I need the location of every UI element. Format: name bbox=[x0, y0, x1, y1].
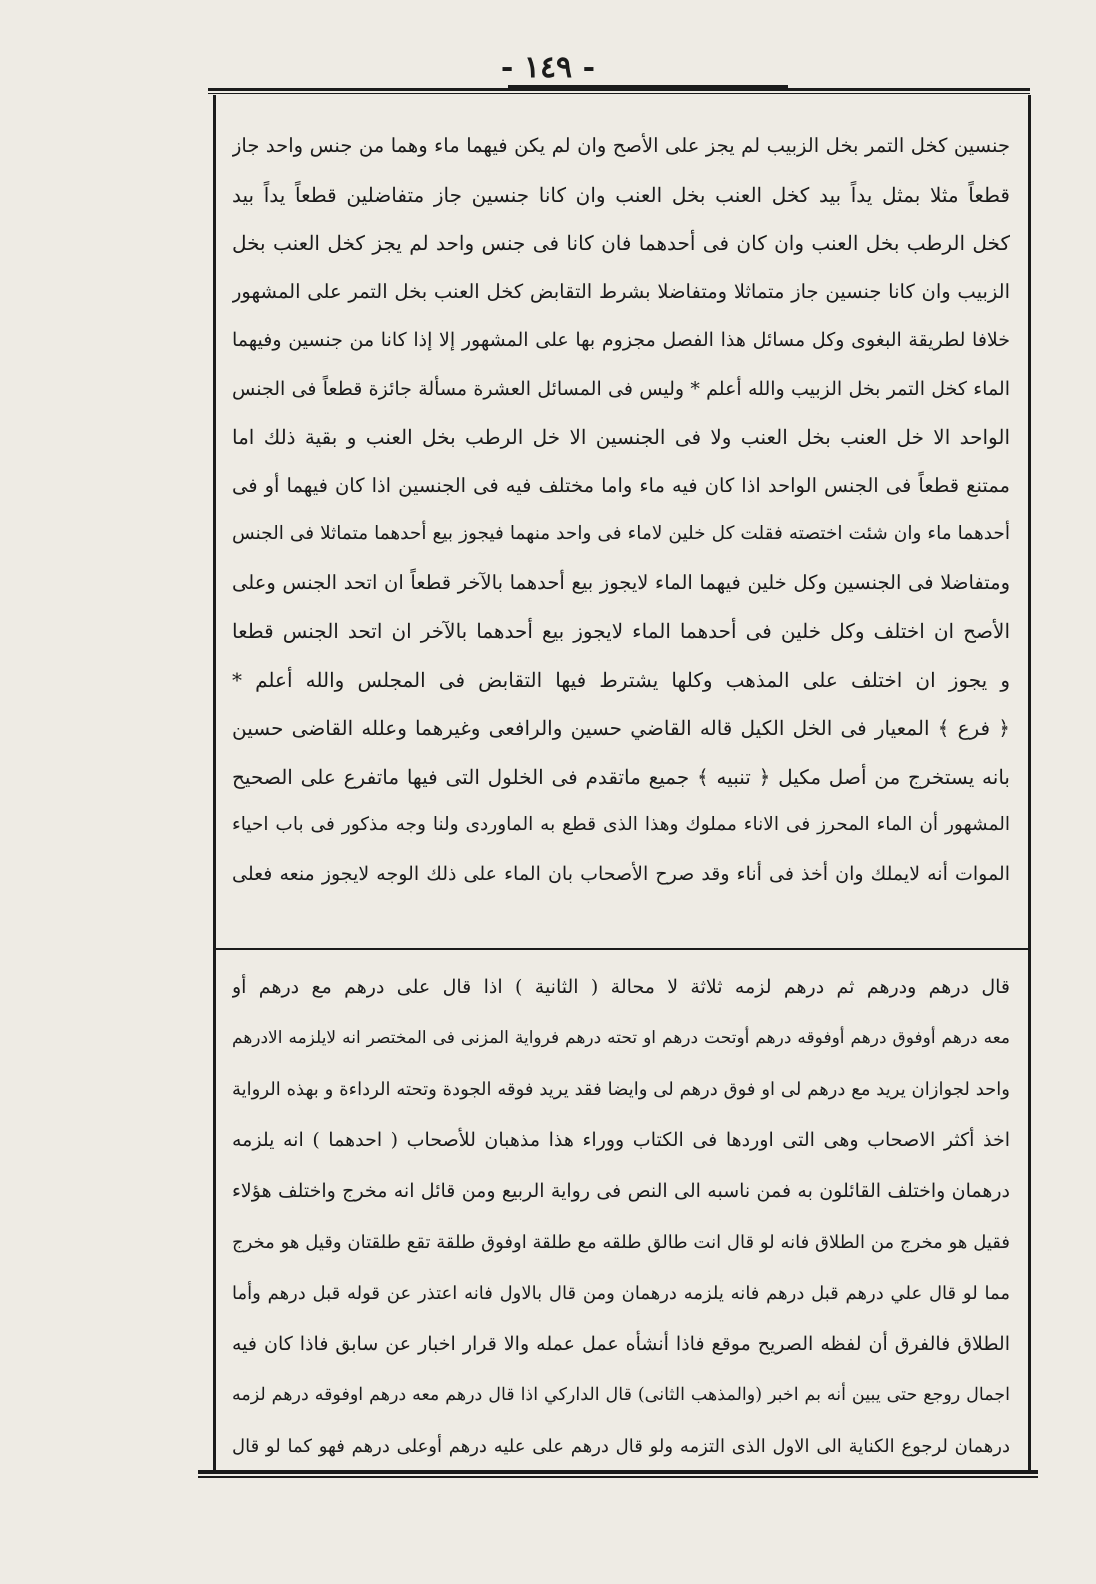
main-text-line: كخل الرطب بخل العنب وان كان فى أحدهما فان كانا فى جنس واحد لم يجز كخل العنب بخل bbox=[232, 231, 1010, 255]
main-text-line: الزبيب وان كانا جنسين جاز متماثلا ومتفاضلا بشرط التقابض كخل العنب بخل التمر على المشهور bbox=[232, 279, 1010, 303]
main-text-line: بانه يستخرج من أصل مكيل ﴿ تنبيه ﴾ جميع ماتقدم فى الخلول التى فيها ماتفرع على الصحيح bbox=[232, 764, 1010, 789]
main-text-line: الموات أنه لايملك وان أخذ فى أناء وقد صرح الأصحاب بان الماء على ذلك الوجه لايجوز منعه فعلى bbox=[232, 862, 1010, 885]
main-text-line: المشهور أن الماء المحرز فى الاناء مملوك وهذا الذى قطع به الماوردى ولنا وجه مذكور فى باب احياء bbox=[232, 814, 1010, 835]
footnote-text-line: اجمال روجع حتى يبين أنه بم اخبر (والمذهب الثانى) قال الداركي اذا قال درهم معه درهم اوفوقه درهم لزمه bbox=[232, 1385, 1010, 1405]
section-divider bbox=[213, 948, 1031, 950]
main-text-line: خلافا لطريقة البغوى وكل مسائل هذا الفصل مجزوم بها على المشهور إلا إذا كانا من جنسين وفيهما bbox=[232, 329, 1010, 351]
main-text-block bbox=[232, 122, 1010, 898]
footnote-text-line: فقيل هو مخرج من الطلاق فانه لو قال انت طالق طلقه مع طلقة اوفوق طلقة تقع طلقتان وقيل هو مخرج bbox=[232, 1232, 1010, 1253]
footnote-text-block bbox=[232, 962, 1010, 1472]
main-text-line: الماء كخل التمر بخل الزبيب والله أعلم * وليس فى المسائل العشرة مسألة جائزة قطعاً فى الجنس bbox=[232, 377, 1010, 400]
footnote-text-line: اخذ أكثر الاصحاب وهى التى اوردها فى الكتاب ووراء هذا مذهبان للأصحاب ( احدهما ) انه يلزمه bbox=[232, 1129, 1010, 1151]
footnote-text-line: مما لو قال علي درهم قبل درهم فانه يلزمه درهمان ومن قال بالاول فانه اعتذر عن قوله قبل درهم وأما bbox=[232, 1283, 1010, 1304]
footnote-text-line: درهمان واختلف القائلون به فمن ناسبه الى النص فى رواية الربيع ومن قائل انه مخرج واختلف هؤلاء bbox=[232, 1180, 1010, 1202]
page-number: - ١٤٩ - bbox=[500, 50, 596, 85]
footnote-text-line: الطلاق فالفرق أن لفظه الصريح موقع فاذا أنشأه عمل عمله والا قرار اخبار عن سابق فاذا كان فيه bbox=[232, 1333, 1010, 1355]
footnote-text-line: قال درهم ودرهم ثم درهم لزمه ثلاثة لا محالة ( الثانية ) اذا قال على درهم مع درهم أو bbox=[232, 976, 1010, 998]
main-text-line: الأصح ان اختلف وكل خلين فى أحدهما الماء لايجوز بيع أحدهما بالآخر ان اتحد الجنس قطعا bbox=[232, 619, 1010, 643]
bottom-ornamental-rule bbox=[198, 1470, 1038, 1478]
top-ornamental-rule bbox=[208, 88, 1030, 94]
footnote-text-line: واحد لجوازان يريد مع درهم لى او فوق درهم لى وايضا فقد يريد فوقه الجودة وتحته الرداءة و بهذه الرواية bbox=[232, 1079, 1010, 1100]
footnote-text-line: معه درهم أوفوق درهم أوفوقه درهم أوتحت درهم او تحته درهم فرواية المزنى فى المختصر انه لايلزمه الادرهم bbox=[232, 1028, 1010, 1048]
main-text-line: أحدهما ماء وان شئت اختصته فقلت كل خلين لاماء فى واحد منهما فيجوز بيع أحدهما متماثلا فى الجنس bbox=[232, 523, 1010, 544]
main-text-line: و يجوز ان اختلف على المذهب وكلها يشترط فيها التقابض فى المجلس والله أعلم * bbox=[232, 667, 1010, 692]
main-text-line: جنسين كخل التمر بخل الزبيب لم يجز على الأصح وان لم يكن فيهما ماء وهما من جنس واحد جاز bbox=[232, 134, 1010, 157]
footnote-text-line: درهمان لرجوع الكناية الى الاول الذى التزمه ولو قال درهم على عليه درهم أوعلى درهم فهو كما لو قال bbox=[232, 1436, 1010, 1457]
main-text-line: ممتنع قطعاً فى الجنس الواحد اذا كان فيه ماء واما مختلف فيه فى الجنسين اذا كان فيهما أو فى bbox=[232, 473, 1010, 497]
main-text-line: ومتفاضلا فى الجنسين وكل خلين فيهما الماء لايجوز بيع أحدهما بالآخر قطعاً ان اتحد الجنس وعلى bbox=[232, 570, 1010, 594]
main-text-line: قطعاً مثلا بمثل يداً بيد كخل العنب بخل العنب وان كانا جنسين جاز متفاضلين قطعاً يداً بيد bbox=[232, 182, 1010, 207]
main-text-line: ﴿ فرع ﴾ المعيار فى الخل الكيل قاله القاضي حسين والرافعى وغيرهما وعلله القاضى حسين bbox=[232, 716, 1010, 740]
main-text-line: الواحد الا خل العنب بخل العنب ولا فى الجنسين الا خل الرطب بخل العنب و بقية ذلك اما bbox=[232, 425, 1010, 449]
